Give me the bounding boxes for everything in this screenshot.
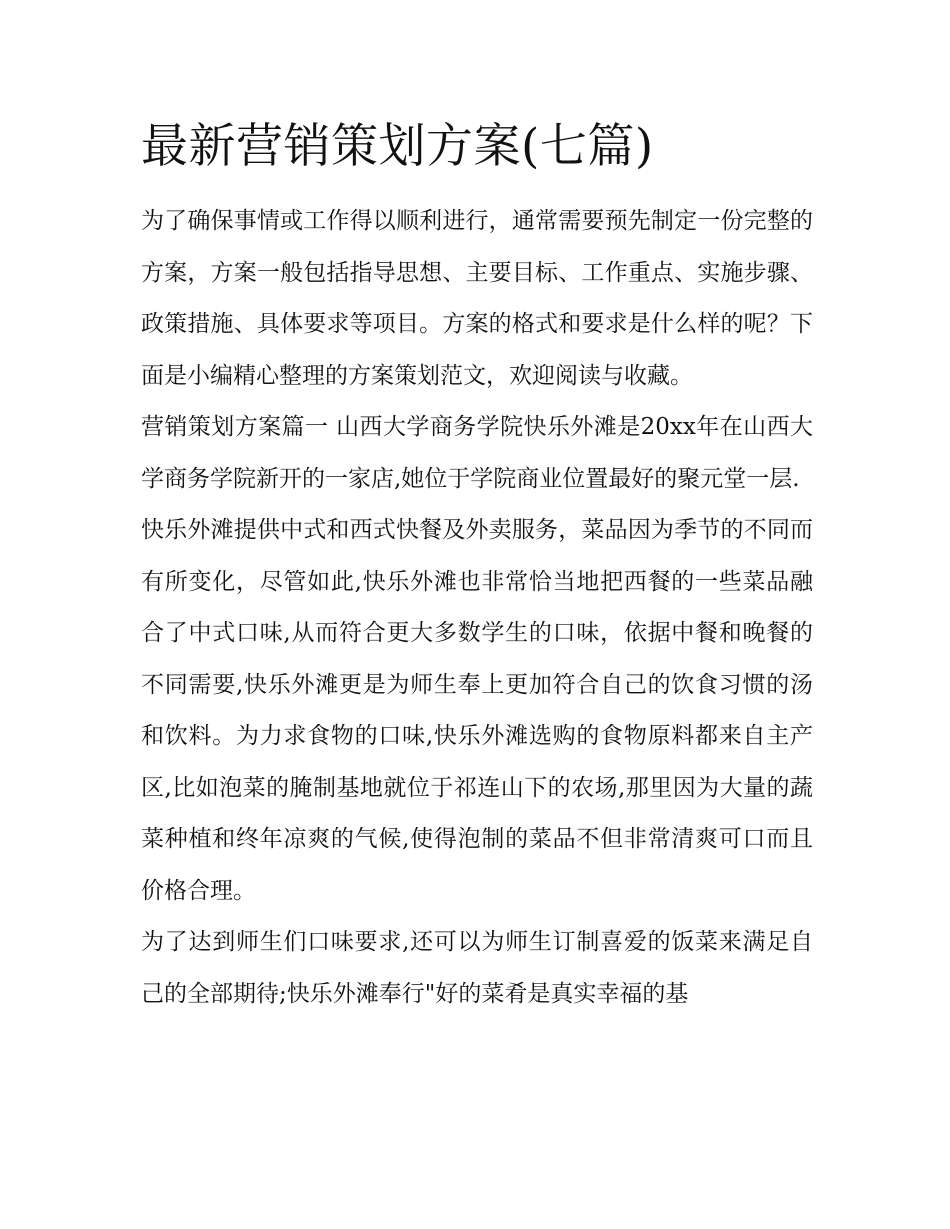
paragraph-services: 快乐外滩提供中式和西式快餐及外卖服务，菜品因为季节的不同而有所变化，尽管如此,快乐外滩也非常恰当地把西餐的一些菜品融合了中式口味,从而符合更大多数学生的口味，依据中餐和晚餐的不同需要,快乐外滩更是为师生奉上更加符合自己的饮食习惯的汤和饮料。为力求食物的口味,快乐外滩选购的食物原料都来自主产区,比如泡菜的腌制基地就位于祁连山下的农场,那里因为大量的蔬菜种植和终年凉爽的气候,使得泡制的菜品不但非常清爽可口而且价格合理。: [141, 517, 813, 904]
document-title: 最新营销策划方案(七篇): [141, 119, 654, 174]
document-body: [141, 112, 813, 1020]
paragraph-custom-orders: 为了达到师生们口味要求,还可以为师生订制喜爱的饭菜来满足自己的全部期待;快乐外滩奉行"好的菜肴是真实幸福的基: [141, 929, 813, 1007]
paragraph-intro: 为了确保事情或工作得以顺利进行，通常需要预先制定一份完整的方案，方案一般包括指导思想、主要目标、工作重点、实施步骤、政策措施、具体要求等项目。方案的格式和要求是什么样的呢？下面是小编精心整理的方案策划范文，欢迎阅读与收藏。: [141, 208, 813, 389]
paragraph-chapter-one-intro: 营销策划方案篇一 山西大学商务学院快乐外滩是20xx年在山西大学商务学院新开的一家店,她位于学院商业位置最好的聚元堂一层.: [141, 414, 813, 492]
